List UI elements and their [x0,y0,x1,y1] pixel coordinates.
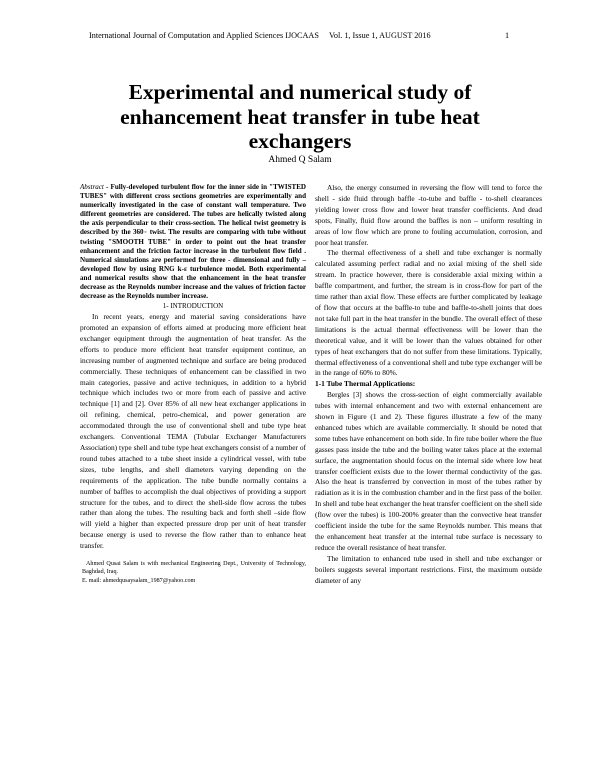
volume-issue: Vol. 1, Issue 1, AUGUST 2016 [329,31,431,40]
journal-name: International Journal of Computation and Applied Sciences IJOCAAS [89,31,319,40]
footnote-email: E. mail: ahmedqusaysalam_1987@yahoo.com [82,577,196,584]
paper-title: Experimental and numerical study of enhancement heat transfer in tube heat exchangers [120,80,480,153]
left-column [80,183,306,585]
abstract [80,183,306,301]
footnote-affiliation: Ahmed Qusai Salam is with mechanical Engineering Dept., University of Technology, Baghdad, Iraq. [82,561,306,576]
body-paragraph-1: Also, the energy consumed in reversing the flow will tend to force the shell - side fluid through baffle -to-tube and baffle - to-shell clearances yielding lower cross flow and lower heat transfer coefficients. And dead spots, Finally, fluid flow around the baffles is non – uniform resulting in areas of low flow which are prone to fouling accumulation, corrosion, and poor heat transfer. [315,183,542,247]
body-paragraph-4: The limitation to enhanced tube used in shell and tube exchanger or boilers suggests several important restrictions. First, the maximum outside diameter of any [315,553,542,585]
body-paragraph-2: The thermal effectiveness of a shell and tube exchanger is normally calculated assuming perfect radial and no axial mixing of the shell side stream. In practice however, there is considerable axial mixing within a baffle compartment, and further, the stream is in cross-flow for part of the time rather than axial flow. These effects are further complicated by leakage of flow that occurs at the baffle-to tube and baffle-to-shell joints that does not take full part in the heat transfer in the bundle. The overall effect of these limitations is the actual thermal effectiveness will be lower than the theoretical value, and it will be lower than the values obtained for other types of heat exchangers that do not suffer from these limitations. Typically, thermal effectiveness of a conventional shell and tube type exchanger will be in the range of 60% to 80%. [315,248,542,378]
abstract-text: - Fully-developed turbulent flow for the inner side in "TWISTED TUBES" with different cross sections geometries are experimentally and numerically investigated in the case of constant wall temperature. Two different geometries are considered. The tubes are helically twisted along the axis perpendicular to their cross-section. The helical twist geometry is described by the 360◦ twist. The results are comparing with tube without twisting "SMOOTH TUBE" in order to point out the heat transfer enhancement and the friction factor increase in the turbulent flow field . Numerical simulations are performed for three - dimensional and fully – developed flow by using RNG k-ε turbulence model. Both experimental and numerical results show that the enhancement in the heat transfer decrease as the Reynolds number increase and the values of friction factor decrease as the Reynolds number increase. [80,183,306,301]
right-column [315,183,542,587]
body-paragraph-3: Bergles [3] shows the cross-section of eight commercially available tubes with internal enhancement and two with external enhancement are shown in Figure (1 and 2). These figures illustrate a few of the many enhanced tubes which are available commercially. It should be noted that some tubes have enhancement on both side. In fire tube boiler where the flue gasses pass inside the tube and the boiling water takes place at the external surface, the augmentation should focus on the internal side where low heat transfer coefficient exists due to the lower thermal conductivity of the gas. Also the heat is transferred by convection in most of the tubes rather by radiation as it is in the combustion chamber and in the first pass of the boiler. In shell and tube heat exchanger the heat transfer coefficient on the shell side (flow over the tubes) is 100-200% greater than the convective heat transfer coefficient inside the tube for the same Reynolds number. This means that the enhancement heat transfer at the internal tube surface is necessary to reduce the overall resistance of heat transfer. [315,390,542,552]
page-number: 1 [505,31,510,40]
author-name: Ahmed Q Salam [268,155,332,165]
intro-paragraph: In recent years, energy and material saving considerations have promoted an expansion of efforts aimed at producing more efficient heat exchanger equipment through the augmentation of heat transfer. As the efforts to produce more efficient heat transfer equipment continue, an increasing number of augmented technique and surface are being produced commercially. These techniques of enhancement can be classified in two main categories, passive and active techniques, in addition to a hybrid technique which includes two or more from each of passive and active technique [1] and [2]. Over 85% of all new heat exchanger applications in oil refining, chemical, petro-chemical, and power generation are accommodated through the use of conventional shell and tube type heat exchangers. Conventional TEMA (Tubular Exchanger Manufacturers Association) type shell and tube type heat exchangers consist of a number of round tubes attached to a tube sheet inside a cylindrical vessel, with tube sizes, tube lengths, and shell diameters varying depending on the requirements of the application. The tube bundle normally contains a number of baffles to accomplish the dual objectives of providing a support structure for the tubes, and to direct the shell-side flow across the tubes rather than along the tubes. The resulting back and forth shell –side flow will yield a higher than expected pressure drop per unit of heat transfer because energy is used to reverse the flow rather than to enhance heat transfer. [80,312,306,551]
abstract-label: Abstract [80,183,104,191]
author-footnote [80,560,306,585]
subsection-heading: 1-1 Tube Thermal Applications: [315,379,416,389]
section-heading-introduction: 1- INTRODUCTION [162,302,224,311]
